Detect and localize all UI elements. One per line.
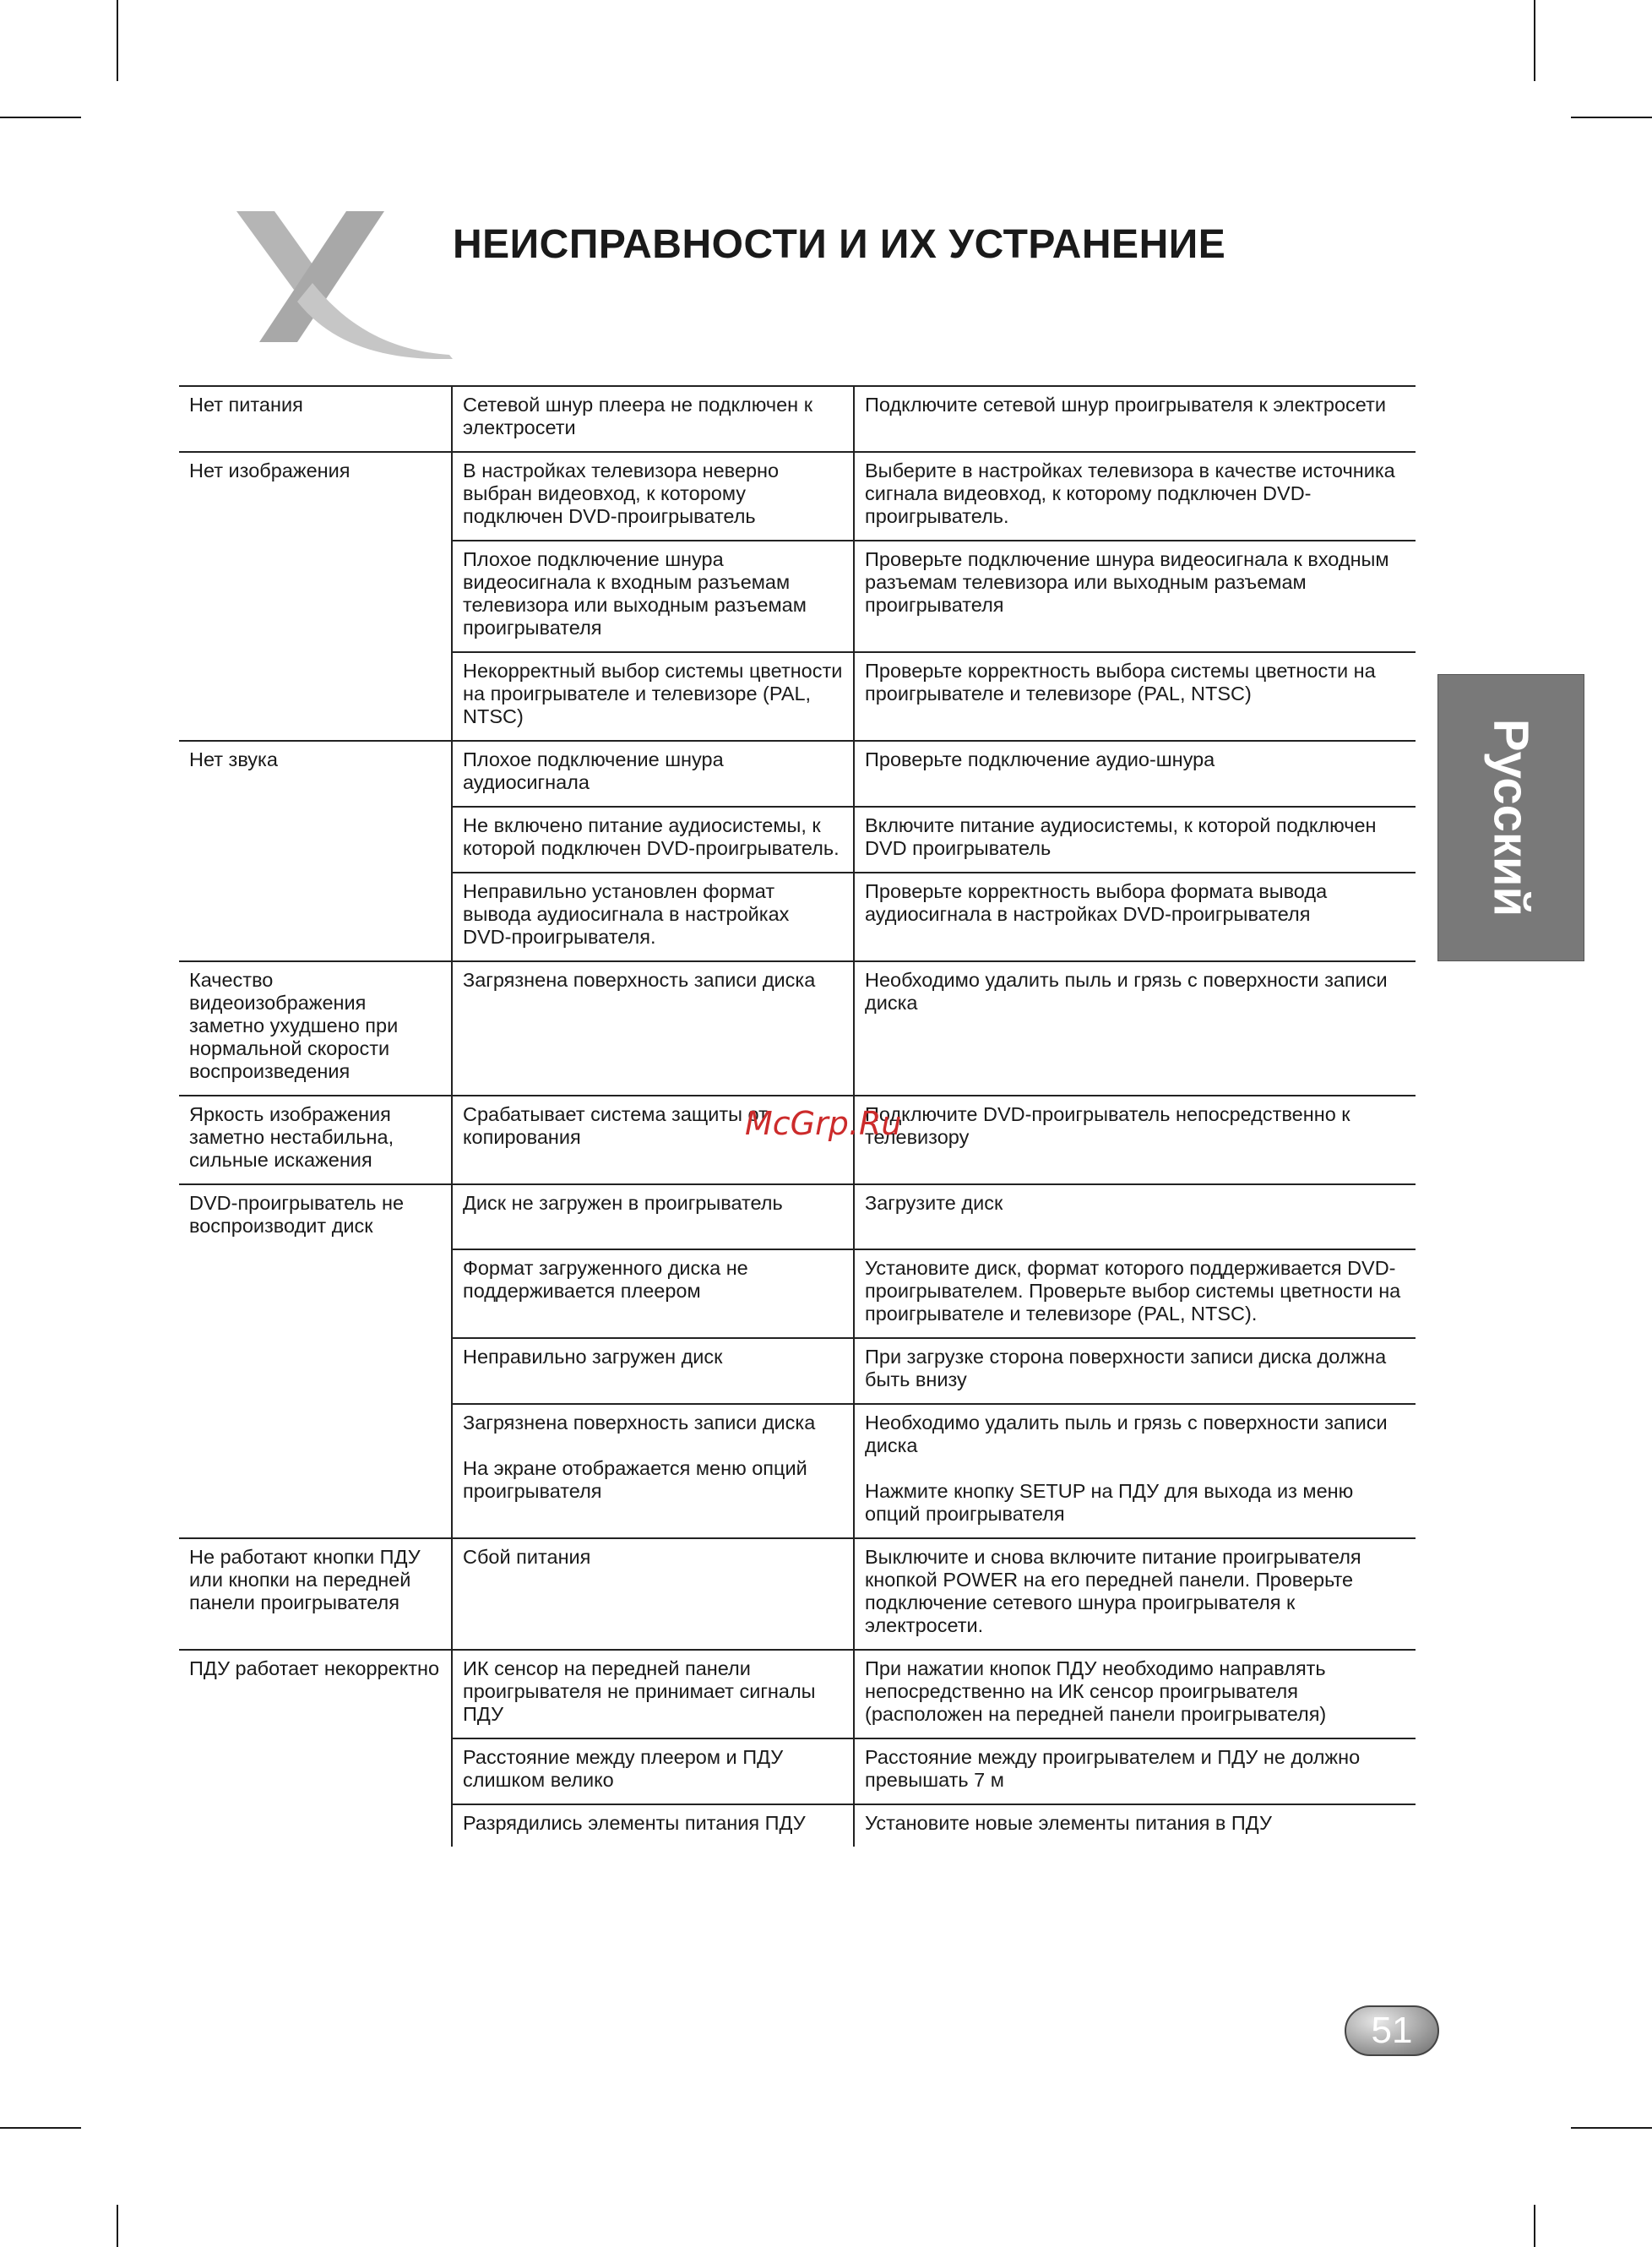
solution-cell: При нажатии кнопок ПДУ необходимо направлять непосредственно на ИК сенсор проигрывателя (расположен на передней панели проигрывателя) [854, 1650, 1416, 1738]
crop-mark [1571, 2127, 1652, 2129]
solution-cell: Подключите сетевой шнур проигрывателя к электросети [854, 386, 1416, 452]
cause-cell: В настройках телевизора неверно выбран видеовход, к которому подключен DVD-проигрыватель [452, 452, 854, 541]
cause-cell: Плохое подключение шнура видеосигнала к входным разъемам телевизора или выходным разъемам проигрывателя [452, 541, 854, 652]
cause-cell [452, 1404, 854, 1538]
solution-cell: Подключите DVD-проигрыватель непосредственно к телевизору [854, 1096, 1416, 1184]
crop-mark [1534, 0, 1535, 81]
problem-cell [179, 1404, 452, 1538]
crop-mark [0, 117, 81, 118]
cause-cell: Расстояние между плеером и ПДУ слишком велико [452, 1738, 854, 1804]
cause-cell: Неправильно установлен формат вывода аудиосигнала в настройках DVD-проигрывателя. [452, 873, 854, 961]
table-row [179, 386, 1416, 452]
page-number: 51 [1371, 2010, 1413, 2051]
solution-cell: Необходимо удалить пыль и грязь с поверхности записи диска [854, 961, 1416, 1096]
crop-mark [0, 2127, 81, 2129]
cause-cell: Формат загруженного диска не поддерживается плеером [452, 1249, 854, 1338]
cause-cell: Диск не загружен в проигрыватель [452, 1184, 854, 1249]
cause-cell: Некорректный выбор системы цветности на проигрывателе и телевизоре (PAL, NTSC) [452, 652, 854, 741]
problem-cell [179, 1338, 452, 1404]
solution-text: Необходимо удалить пыль и грязь с поверхности записи диска [865, 1412, 1388, 1456]
problem-cell: Нет изображения [179, 452, 452, 541]
cause-cell: Сетевой шнур плеера не подключен к электросети [452, 386, 854, 452]
solution-cell: Установите новые элементы питания в ПДУ [854, 1804, 1416, 1847]
crop-mark [117, 2205, 118, 2247]
watermark: McGrp.Ru [745, 1105, 902, 1142]
problem-cell: Нет питания [179, 386, 452, 452]
crop-mark [117, 0, 118, 81]
table-row [179, 1249, 1416, 1338]
problem-cell [179, 541, 452, 652]
table-row [179, 1738, 1416, 1804]
table-row [179, 1650, 1416, 1738]
solution-cell: Установите диск, формат которого поддерживается DVD-проигрывателем. Проверьте выбор системы цветности на проигрывателе и телевизоре (PAL, NTSC). [854, 1249, 1416, 1338]
crop-mark [1534, 2205, 1535, 2247]
solution-cell: Загрузите диск [854, 1184, 1416, 1249]
cause-cell: Загрязнена поверхность записи диска [452, 961, 854, 1096]
table-row [179, 1404, 1416, 1538]
problem-cell [179, 1249, 452, 1338]
cause-text-secondary: На экране отображается меню опций проигрывателя [463, 1457, 807, 1502]
solution-cell: Проверьте корректность выбора системы цветности на проигрывателе и телевизоре (PAL, NTSC) [854, 652, 1416, 741]
table-row [179, 1338, 1416, 1404]
problem-cell: Нет звука [179, 741, 452, 807]
solution-cell: Выключите и снова включите питание проигрывателя кнопкой POWER на его передней панели. Проверьте подключение сетевого шнура проигрывателя к электросети. [854, 1538, 1416, 1650]
solution-cell: Проверьте подключение шнура видеосигнала к входным разъемам телевизора или выходным разъемам проигрывателя [854, 541, 1416, 652]
problem-cell [179, 807, 452, 873]
cause-cell: Сбой питания [452, 1538, 854, 1650]
cause-cell: Плохое подключение шнура аудиосигнала [452, 741, 854, 807]
solution-cell: Включите питание аудиосистемы, к которой подключен DVD проигрыватель [854, 807, 1416, 873]
solution-cell: Проверьте подключение аудио-шнура [854, 741, 1416, 807]
problem-cell [179, 652, 452, 741]
cause-cell: Срабатывает система защиты от копирования [452, 1096, 854, 1184]
solution-cell: При загрузке сторона поверхности записи диска должна быть внизу [854, 1338, 1416, 1404]
table-row [179, 961, 1416, 1096]
solution-cell: Выберите в настройках телевизора в качестве источника сигнала видеовход, к которому подключен DVD-проигрыватель. [854, 452, 1416, 541]
page-number-badge [1345, 2005, 1439, 2056]
table-row [179, 741, 1416, 807]
problem-cell: DVD-проигрыватель не воспроизводит диск [179, 1184, 452, 1249]
language-tab-label: Русский [1483, 718, 1539, 917]
cause-cell: Не включено питание аудиосистемы, к которой подключен DVD-проигрыватель. [452, 807, 854, 873]
table-row [179, 873, 1416, 961]
table-row [179, 652, 1416, 741]
solution-cell: Расстояние между проигрывателем и ПДУ не должно превышать 7 м [854, 1738, 1416, 1804]
problem-cell: Не работают кнопки ПДУ или кнопки на передней панели проигрывателя [179, 1538, 452, 1650]
problem-cell [179, 1738, 452, 1804]
cause-cell: ИК сенсор на передней панели проигрывателя не принимает сигналы ПДУ [452, 1650, 854, 1738]
table-row [179, 1538, 1416, 1650]
problem-cell [179, 1804, 452, 1847]
table-row [179, 1184, 1416, 1249]
cause-cell: Разрядились элементы питания ПДУ [452, 1804, 854, 1847]
solution-cell: Проверьте корректность выбора формата вывода аудиосигнала в настройках DVD-проигрывателя [854, 873, 1416, 961]
problem-cell [179, 873, 452, 961]
solution-cell [854, 1404, 1416, 1538]
table-row [179, 807, 1416, 873]
cause-cell: Неправильно загружен диск [452, 1338, 854, 1404]
problem-cell: ПДУ работает некорректно [179, 1650, 452, 1738]
solution-text-secondary: Нажмите кнопку SETUP на ПДУ для выхода из меню опций проигрывателя [865, 1480, 1354, 1525]
language-tab [1437, 674, 1584, 961]
page-title: НЕИСПРАВНОСТИ И ИХ УСТРАНЕНИЕ [453, 222, 1226, 267]
crop-mark [1571, 117, 1652, 118]
problem-cell: Яркость изображения заметно нестабильна, сильные искажения [179, 1096, 452, 1184]
table-row [179, 541, 1416, 652]
table-row [179, 452, 1416, 541]
cause-text: Загрязнена поверхность записи диска [463, 1412, 816, 1434]
table-row [179, 1804, 1416, 1847]
problem-cell: Качество видеоизображения заметно ухудшено при нормальной скорости воспроизведения [179, 961, 452, 1096]
x-brand-logo-icon [228, 207, 456, 359]
